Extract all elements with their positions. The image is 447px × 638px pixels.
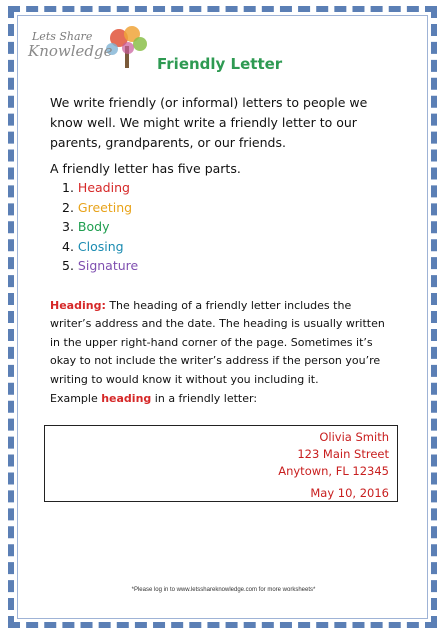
example-keyword: heading xyxy=(101,392,152,405)
part-label-heading: Heading xyxy=(77,180,130,195)
heading-description-label: Heading: xyxy=(50,299,106,312)
address-street: 123 Main Street xyxy=(297,447,389,461)
page-title: Friendly Letter xyxy=(157,55,283,73)
list-item: 3. Body xyxy=(62,219,110,235)
site-logo xyxy=(24,20,154,76)
parts-list xyxy=(62,178,138,276)
part-label-closing: Closing xyxy=(77,238,124,254)
address-date: May 10, 2016 xyxy=(310,486,389,500)
intro-paragraph: We write friendly (or informal) letters to people we know well. We might write a friendly letter to our parents, grandparents, or our friends. xyxy=(50,95,368,150)
parts-lead-text: A friendly letter has five parts. xyxy=(50,161,241,176)
part-label-body: Body xyxy=(77,219,110,235)
list-item: 5. Signature xyxy=(62,258,139,274)
address-name: Olivia Smith xyxy=(319,430,389,444)
part-label-greeting: Greeting xyxy=(77,199,133,215)
example-caption: Example heading in a friendly letter: xyxy=(50,392,258,405)
logo-text-line1: Lets Share xyxy=(32,30,93,43)
address-city: Anytown, FL 12345 xyxy=(278,464,389,478)
logo-text-line2: Knowledge xyxy=(28,42,113,60)
part-label-signature: Signature xyxy=(77,258,139,274)
heading-description-text: The heading of a friendly letter includes the writer’s address and the date. The heading is usually written in the upper right-hand corner of the page. Sometimes it’s okay to not include the writer’s address if the person you’re writing to would know it without you including it. xyxy=(50,299,385,386)
list-item: 2. Greeting xyxy=(62,199,133,215)
footer-note: *Please log in to www.letsshareknowledge.com for more worksheets* xyxy=(131,587,316,593)
list-item: 1. Heading xyxy=(62,180,130,195)
example-heading-box xyxy=(44,425,398,502)
heading-description xyxy=(50,297,390,389)
list-item: 4. Closing xyxy=(62,238,124,254)
